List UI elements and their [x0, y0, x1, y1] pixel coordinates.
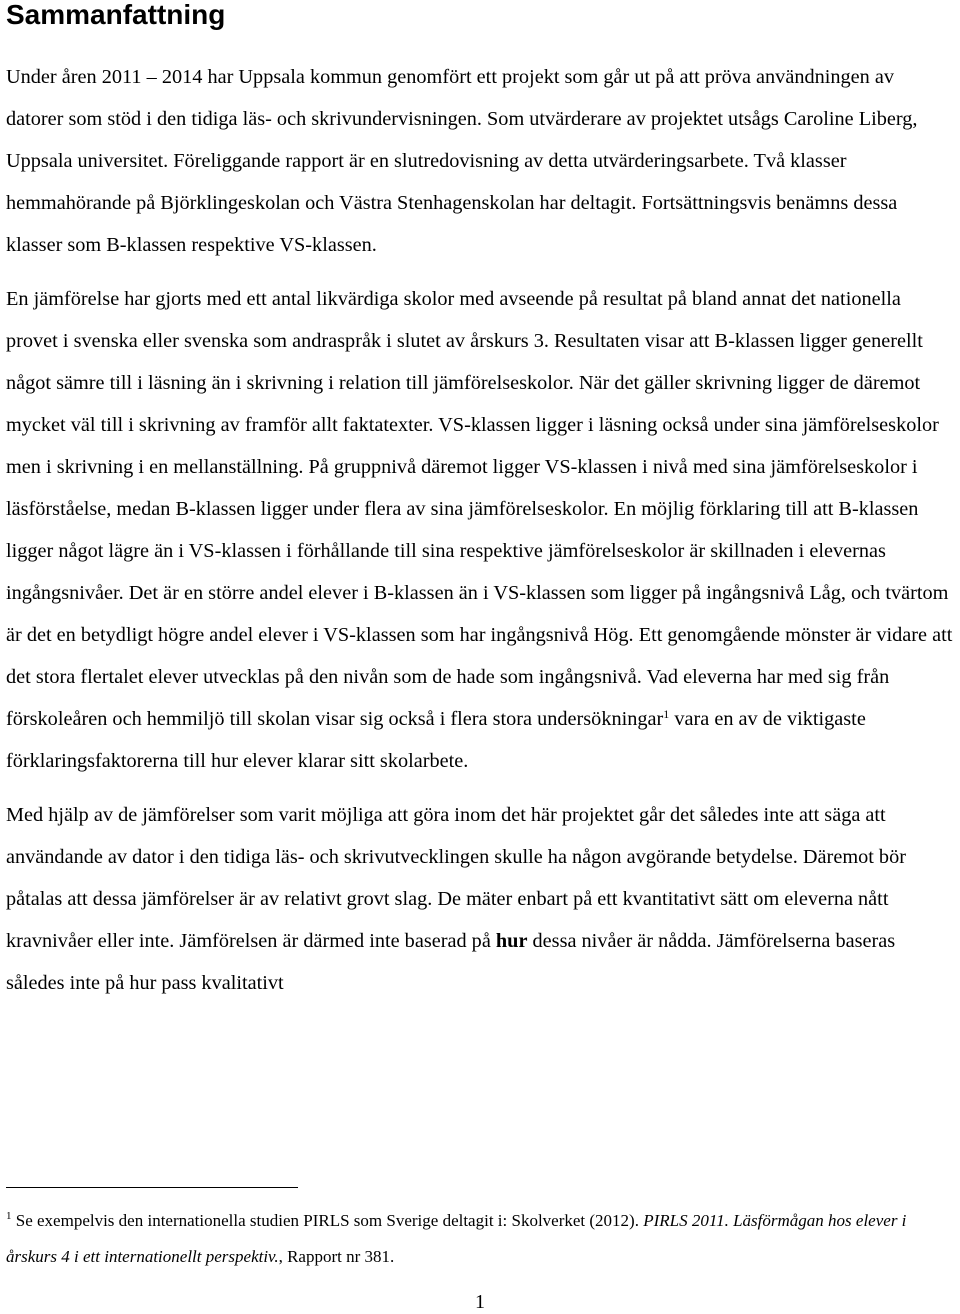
document-page: [6, 0, 956, 1016]
emphasis-bold: hur: [495, 930, 528, 952]
paragraph-intro: Under åren 2011 – 2014 har Uppsala kommun genomfört ett projekt som går ut på att pröva användningen av datorer som stöd i den tidiga läs- och skrivundervisningen. Som utvärderare av projektet utsågs Caroline Liberg, Uppsala universitet. Föreliggande rapport är en slutredovisning av detta utvärderingsarbete. Två klasser hemmahörande på Björklingeskolan och Västra Stenhagenskolan har deltagit. Fortsättningsvis benämns dessa klasser som B-klassen respektive VS-klassen.: [6, 66, 918, 256]
footnote-title: PIRLS 2011. Läsförmågan hos elever i årskurs 4 i ett internationellt perspektiv.: [6, 1211, 907, 1266]
paragraph-conclusion: [6, 794, 956, 1004]
section-heading: Sammanfattning: [6, 0, 226, 30]
paragraph-conclusion-text-a: Med hjälp av de jämförelser som varit möjliga att göra inom det här projektet går det således inte att säga att användande av dator i den tidiga läs- och skrivutvecklingen skulle ha någon avgörande betydelse. Däremot bör påtalas att dessa jämförelser är av relativt grovt slag. De mäter enbart på ett kvantitativt sätt om eleverna nått kravnivåer eller inte. Jämförelsen är därmed inte baserad på: [6, 804, 906, 952]
footnote: [6, 1203, 946, 1275]
paragraph-comparison-text-b: vara en av de viktigaste förklaringsfaktorerna till hur elever klarar sitt skolarbete.: [6, 708, 866, 772]
paragraph-conclusion-text-b: dessa nivåer är nådda. Jämförelserna baseras således inte på hur pass kvalitativt: [6, 930, 896, 994]
footnote-separator: [6, 1187, 298, 1188]
paragraph-comparison: [6, 278, 956, 782]
page-number: 1: [475, 1291, 485, 1313]
footnote-reference[interactable]: 1: [663, 707, 670, 721]
paragraph-comparison-text-a: En jämförelse har gjorts med ett antal likvärdiga skolor med avseende på resultat på bland annat det nationella provet i svenska eller svenska som andraspråk i slutet av årskurs 3. Resultaten visar att B-klassen ligger generellt något sämre till i läsning än i skrivning i relation till jämförelseskolor. När det gäller skrivning ligger de däremot mycket väl till i skrivning av framför allt faktatexter. VS-klassen ligger i läsning också under sina jämförelseskolor men i skrivning i en mellanställning. På gruppnivå däremot ligger VS-klassen i nivå med sina jämförelseskolor i läsförståelse, medan B-klassen ligger under flera av sina jämförelseskolor. En möjlig förklaring till att B-klassen ligger något lägre än i VS-klassen i förhållande till sina respektive jämförelseskolor är skillnaden i elevernas ingångsnivåer. Det är en större andel elever i B-klassen än i VS-klassen som ligger på ingångsnivå Låg, och tvärtom är det en betydligt högre andel elever i VS-klassen som har ingångsnivå Hög. Ett genomgående mönster är vidare att det stora flertalet elever utvecklas på den nivån som de hade som ingångsnivå. Vad eleverna har med sig från förskoleåren och hemmiljö till skolan visar sig också i flera stora undersökningar: [6, 288, 953, 730]
footnote-text-b: , Rapport nr 381.: [278, 1247, 395, 1266]
footnote-number: 1: [6, 1210, 12, 1222]
footnote-text-a: Se exempelvis den internationella studien PIRLS som Sverige deltagit i: Skolverket (2012).: [11, 1211, 644, 1230]
